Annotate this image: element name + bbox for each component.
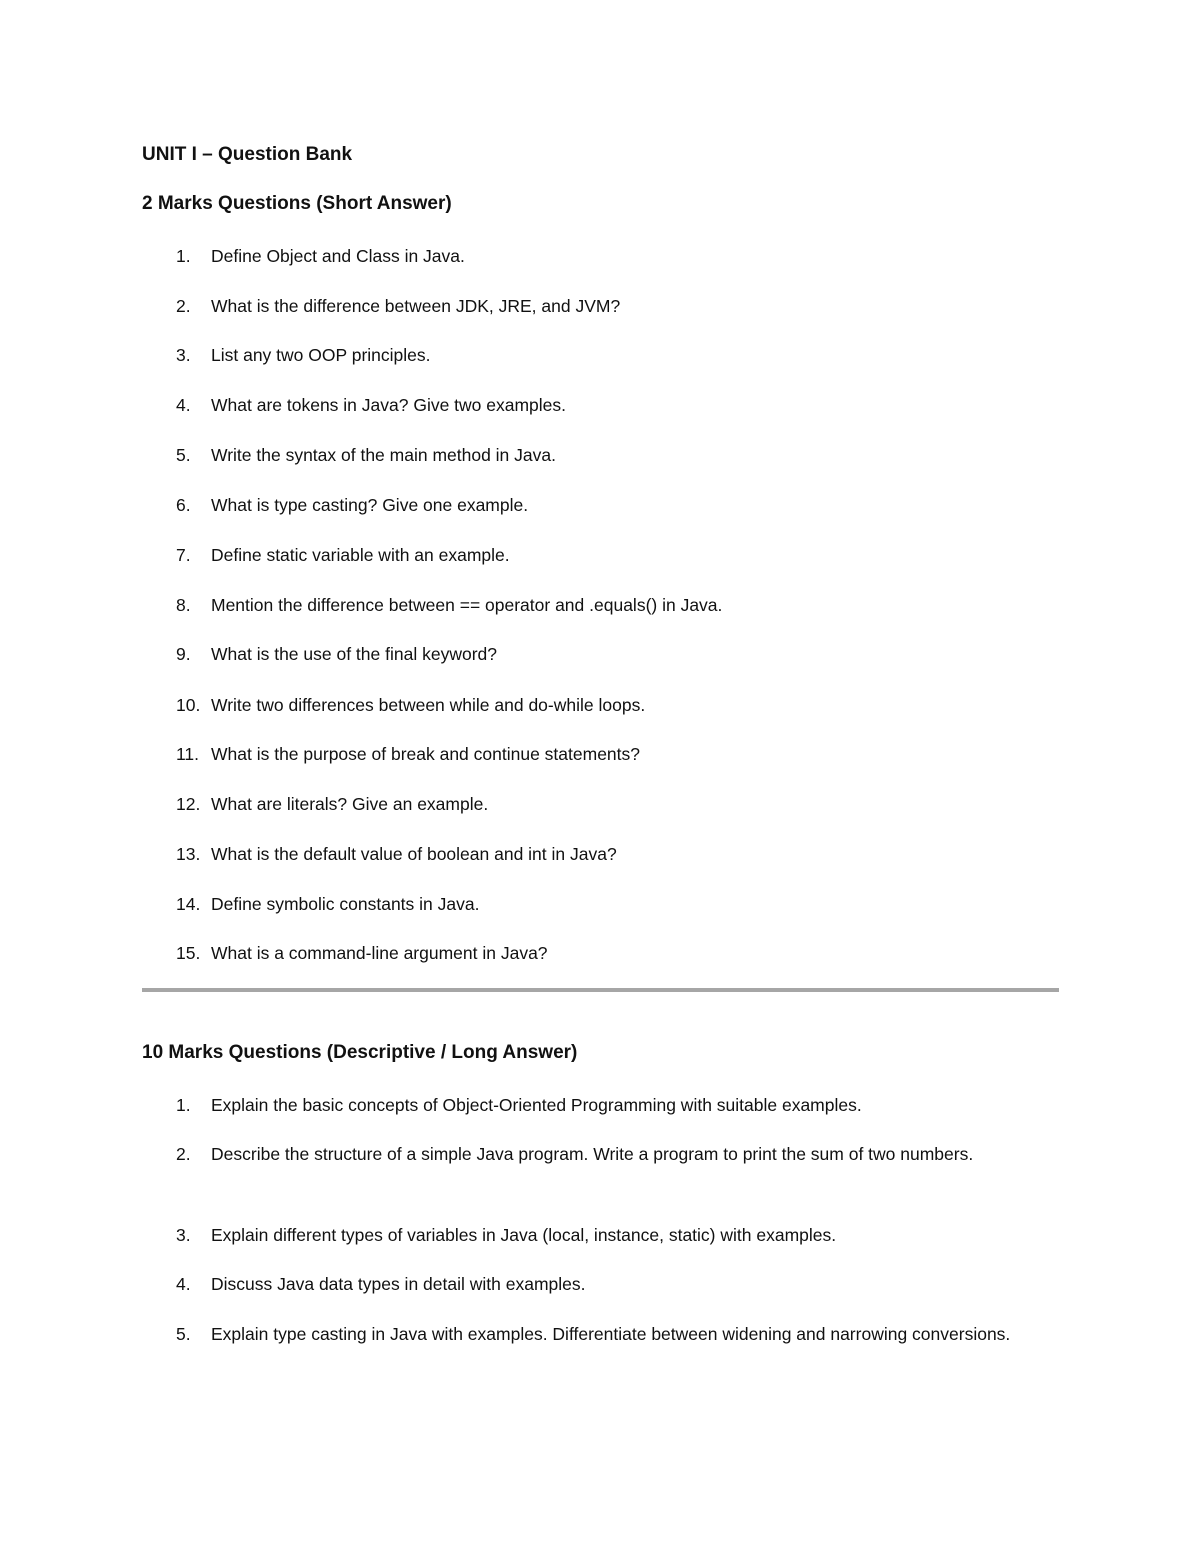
question-text: Explain the basic concepts of Object-Oriented Programming with suitable examples. [211,1095,862,1115]
question-text: What is type casting? Give one example. [211,495,529,515]
document-title: UNIT I – Question Bank [142,144,353,165]
question-text: What is a command-line argument in Java? [211,943,548,963]
question-text: What is the difference between JDK, JRE, and JVM? [211,296,621,316]
question-text: Mention the difference between == operator and .equals() in Java. [211,595,723,615]
question-number: 2. [176,1144,191,1164]
question-number: 5. [176,1324,191,1344]
question-text: Write two differences between while and do-while loops. [211,695,646,715]
question-text: Define symbolic constants in Java. [211,894,480,914]
question-text: List any two OOP principles. [211,345,431,365]
question-number: 9. [176,644,191,664]
question-text: Write the syntax of the main method in Java. [211,445,556,465]
section-heading-10-marks: 10 Marks Questions (Descriptive / Long Answer) [142,1042,578,1063]
question-number: 2. [176,296,191,316]
question-number: 1. [176,246,191,266]
question-number: 15. [176,943,201,963]
question-number: 12. [176,794,201,814]
question-number: 3. [176,345,191,365]
horizontal-divider [142,988,1059,992]
question-text: What is the purpose of break and continue statements? [211,744,641,764]
question-text: Explain type casting in Java with examples. Differentiate between widening and narrowing conversions. [211,1324,1011,1344]
question-number: 13. [176,844,201,864]
question-text: Describe the structure of a simple Java program. Write a program to print the sum of two numbers. [211,1144,974,1164]
question-number: 8. [176,595,191,615]
question-number: 11. [176,744,200,764]
section-heading-2-marks: 2 Marks Questions (Short Answer) [142,193,452,214]
question-number: 1. [176,1095,191,1115]
question-number: 4. [176,1274,191,1294]
question-number: 14. [176,894,201,914]
question-text: What is the use of the final keyword? [211,644,497,664]
question-text: Define static variable with an example. [211,545,510,565]
question-text: Explain different types of variables in Java (local, instance, static) with examples. [211,1225,837,1245]
question-text: What are literals? Give an example. [211,794,489,814]
question-number: 6. [176,495,191,515]
question-text: Discuss Java data types in detail with examples. [211,1274,586,1294]
question-text: What are tokens in Java? Give two examples. [211,395,567,415]
question-number: 5. [176,445,191,465]
question-number: 7. [176,545,191,565]
question-number: 4. [176,395,191,415]
question-text: Define Object and Class in Java. [211,246,465,266]
question-number: 3. [176,1225,191,1245]
question-text: What is the default value of boolean and int in Java? [211,844,617,864]
question-number: 10. [176,695,201,715]
